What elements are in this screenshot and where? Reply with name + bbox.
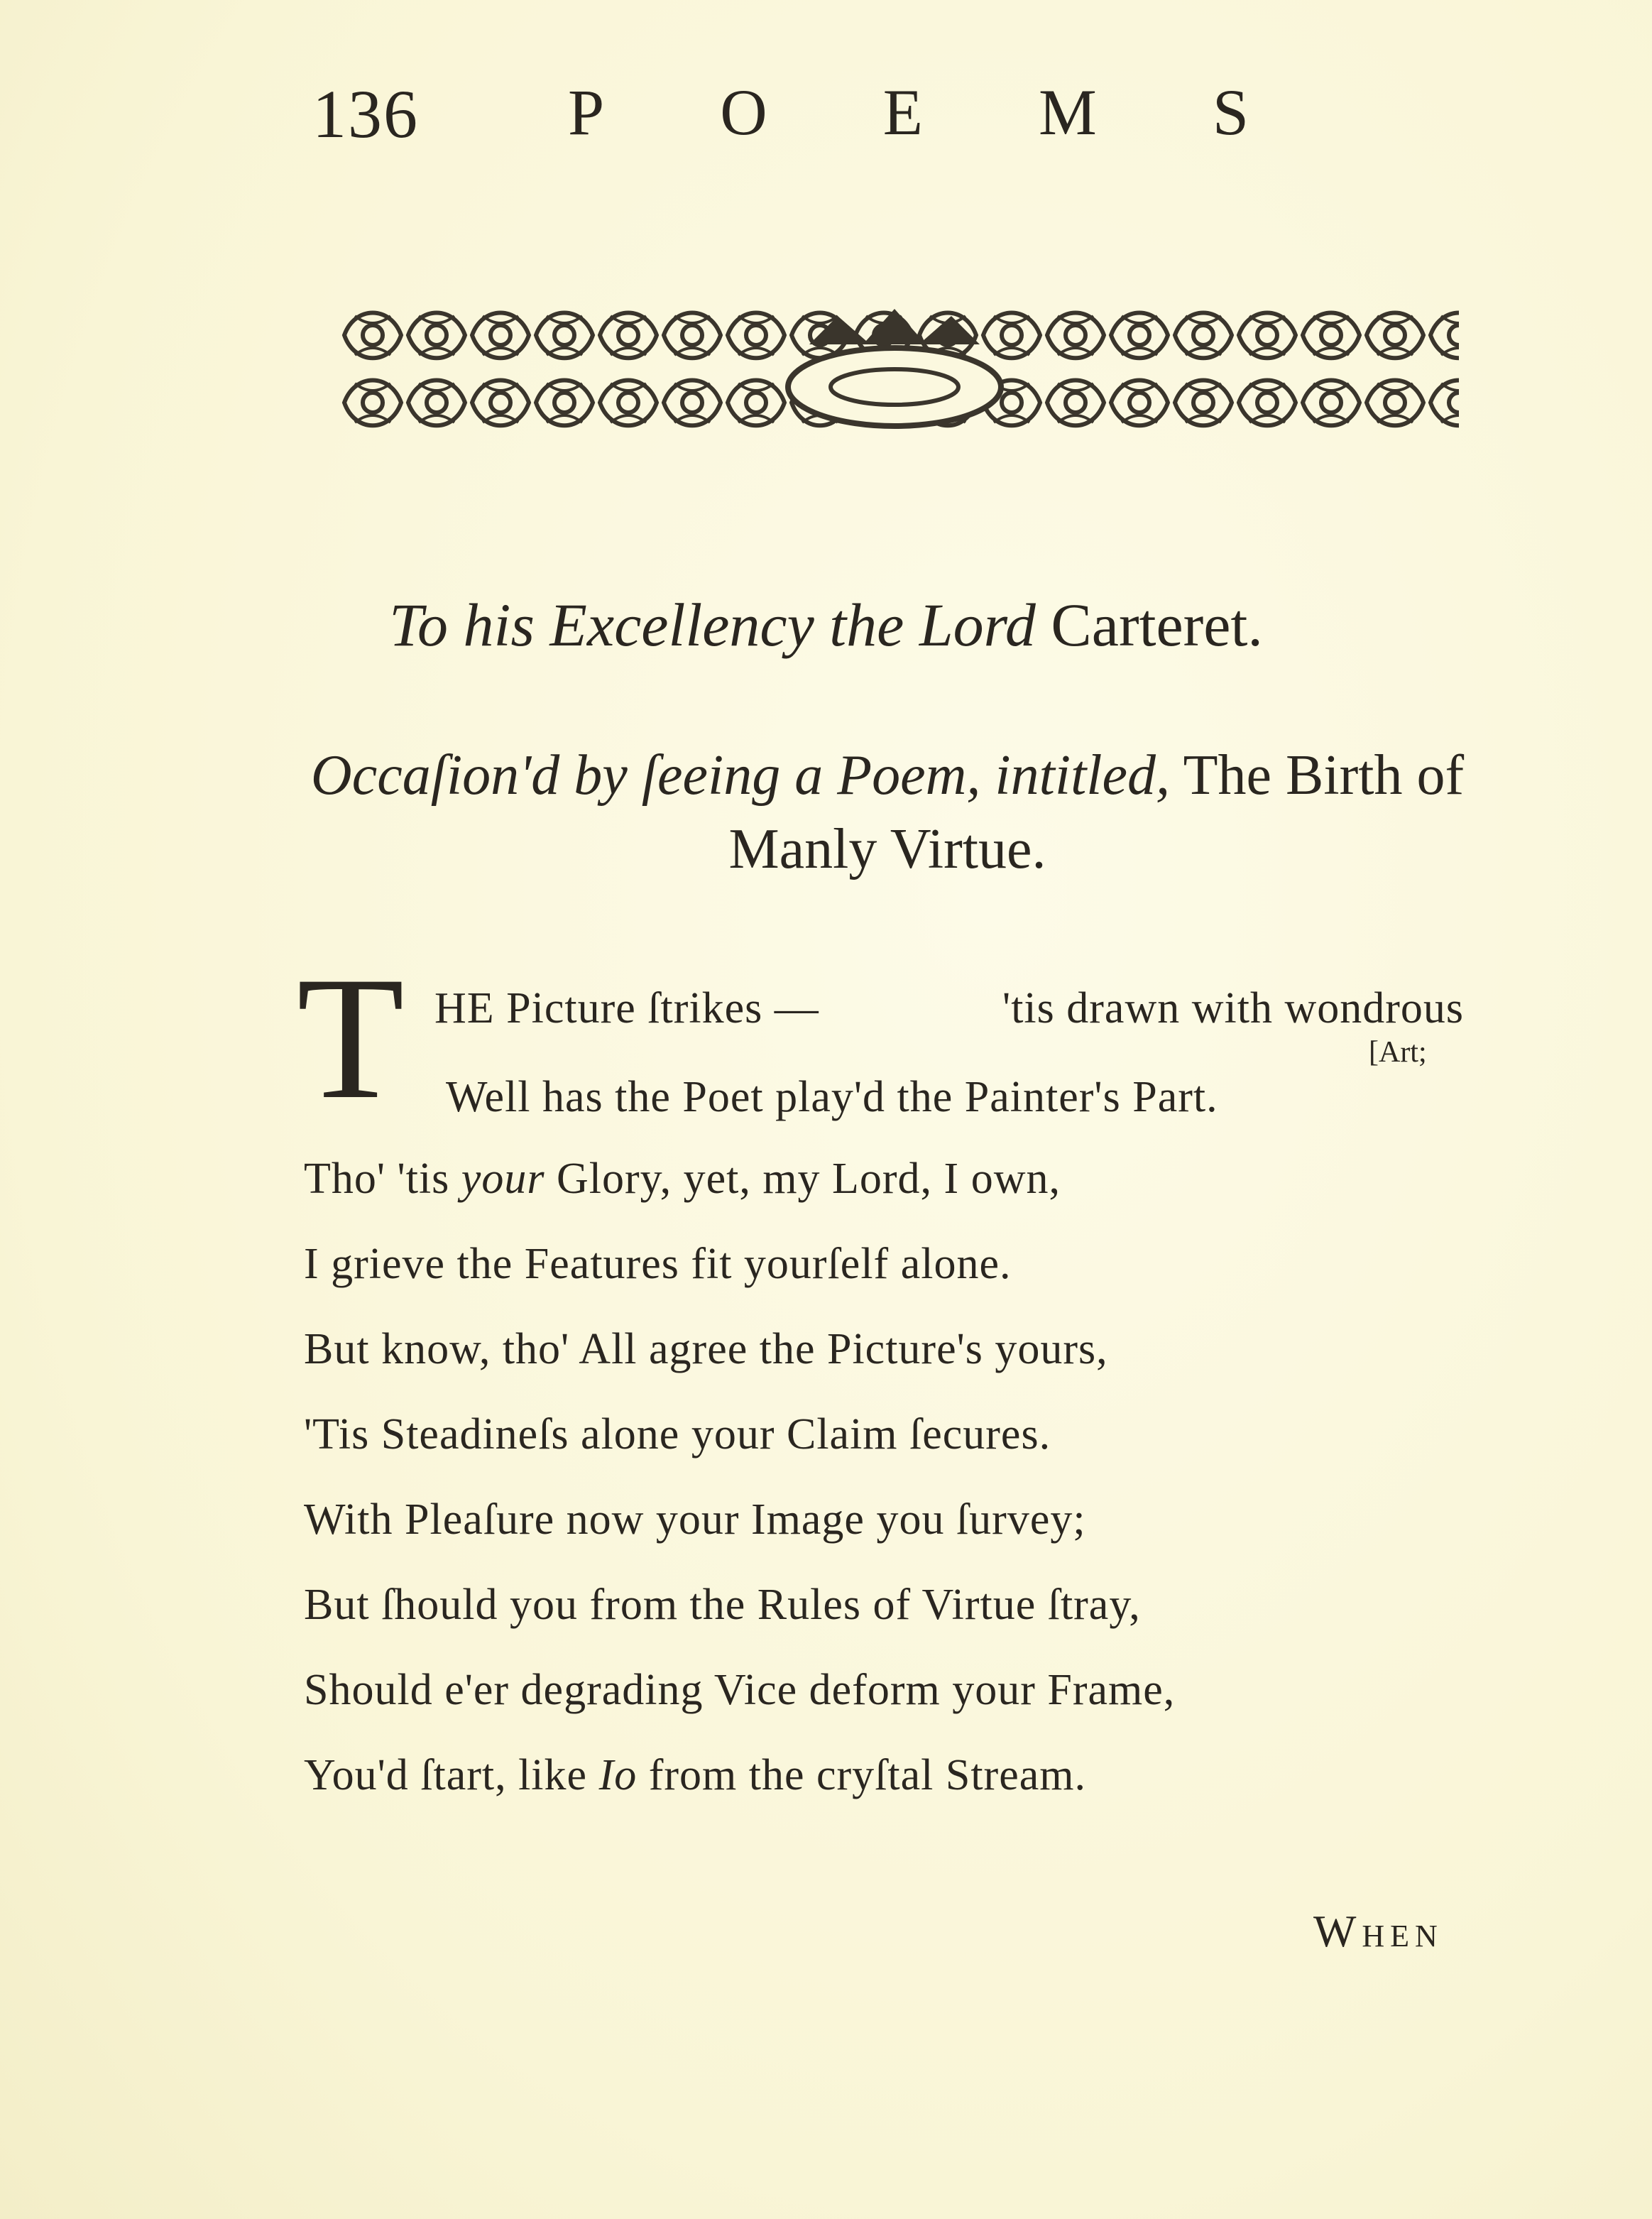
verse-line-6: 'Tis Steadineſs alone your Claim ſecures.	[304, 1410, 1051, 1459]
verse-line-1-end: 'tis drawn with wondrous	[1002, 984, 1464, 1032]
verse-line-9: Should e'er degrading Vice deform your Frame,	[304, 1666, 1176, 1714]
running-head-letter: M	[1038, 76, 1098, 148]
subtitle-italic: Occaſion'd by ſeeing a Poem, intitled,	[310, 744, 1171, 807]
verse-line-8: But ſhould you from the Rules of Virtue ſtray,	[304, 1581, 1141, 1629]
verse-line-4: I grieve the Features fit yourſelf alone.	[304, 1240, 1012, 1288]
verse-line-7: With Pleaſure now your Image you ſurvey;	[304, 1495, 1086, 1544]
poem-title	[0, 589, 1652, 660]
running-head-letter: S	[1212, 76, 1249, 148]
title-roman: Carteret.	[1051, 591, 1263, 659]
drop-cap: T	[297, 940, 405, 1135]
headpiece-ornament	[341, 302, 1459, 437]
verse-line-1-start: HE Picture ſtrikes —	[434, 984, 819, 1032]
verse-line-1	[434, 983, 1464, 1034]
verse-line-5: But know, tho' All agree the Picture's yours,	[304, 1325, 1108, 1373]
subtitle-roman: The Birth of	[1183, 744, 1465, 807]
verse-line-3: Tho' 'tis your Glory, yet, my Lord, I own,	[304, 1155, 1061, 1203]
running-head-letter: O	[720, 76, 768, 148]
verse-line-2: Well has the Poet play'd the Painter's Part.	[446, 1073, 1218, 1121]
page-number: 136	[312, 76, 419, 152]
running-head-letter: P	[568, 76, 606, 148]
poem-subtitle	[298, 738, 1477, 886]
catchword: WHEN	[1313, 1906, 1443, 1956]
verse-line-10: You'd ſtart, like Io from the cryſtal Stream.	[304, 1751, 1086, 1799]
running-head-letter: E	[882, 76, 924, 148]
emphasis: Io	[598, 1751, 638, 1799]
subtitle-roman: Manly Virtue.	[728, 818, 1046, 880]
emphasis: your	[461, 1155, 545, 1203]
running-head	[568, 75, 1249, 150]
title-italic: To his Excellency the Lord	[389, 591, 1036, 659]
turnover-bracket: [Art;	[1369, 1036, 1427, 1069]
